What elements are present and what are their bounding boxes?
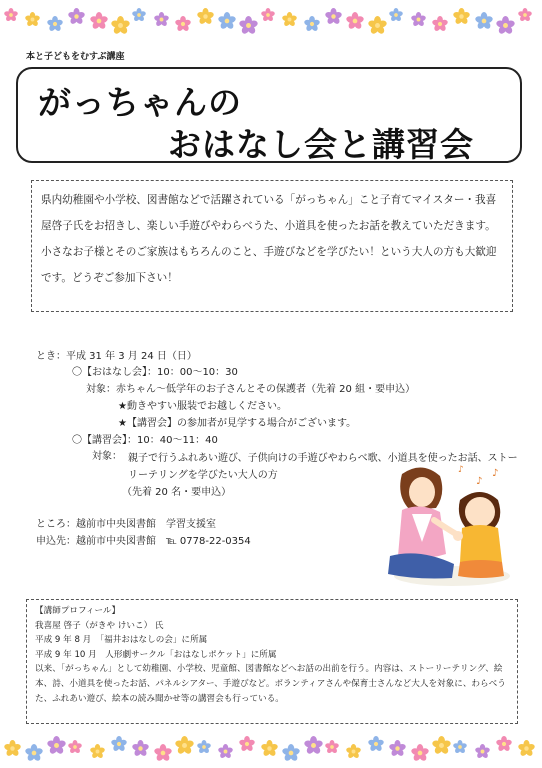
flower-icon <box>432 16 448 32</box>
session2-capacity: （先着 20 名・要申込） <box>122 487 232 498</box>
session2-heading: 〇【講習会】：10：40～11：40 <box>72 435 218 446</box>
flower-icon <box>325 8 342 25</box>
profile-body: 以来、「がっちゃん」として幼稚園、小学校、児童館、図書館などへお話の出前を行う。内容は、ストーリーテリング、絵本、詩、小道具を使ったお話、パネルシアター、手遊びなど。ボランティアさんや保育士さんなど大人を対象に、わらべうた、ふれあい遊び、絵本の読み聞かせ等の講習会も行っている。 <box>35 664 506 704</box>
title-line-1: がっちゃんの <box>38 83 242 122</box>
flower-icon <box>475 744 490 759</box>
flower-icon <box>496 736 512 752</box>
flower-icon <box>47 736 66 755</box>
intro-box <box>31 180 513 312</box>
flower-icon <box>132 740 149 757</box>
flower-icon <box>132 8 146 22</box>
svg-text:♪: ♪ <box>492 468 499 479</box>
flower-icon <box>518 740 535 757</box>
profile-box <box>26 599 518 724</box>
flower-icon <box>197 740 211 754</box>
flower-icon <box>218 744 233 759</box>
flower-icon <box>261 8 275 22</box>
flower-icon <box>197 8 214 25</box>
flower-icon <box>4 8 18 22</box>
session1-note-1: ★動きやすい服装でお越しください。 <box>118 401 287 412</box>
flower-icon <box>325 740 339 754</box>
profile-line-2: 平成 9 年 10 月 人形劇サークル「おはなしポケット」に所属 <box>35 649 277 660</box>
flower-icon <box>175 16 191 32</box>
flower-icon <box>25 744 43 762</box>
flower-icon <box>111 16 130 35</box>
flower-icon <box>47 16 63 32</box>
flower-icon <box>282 744 300 762</box>
flower-icon <box>346 12 364 30</box>
flower-icon <box>239 736 255 752</box>
flower-border-top <box>0 8 542 36</box>
profile-name: 我喜屋 啓子（がきや けいこ） 氏 <box>35 620 164 631</box>
flower-icon <box>389 740 406 757</box>
flower-icon <box>90 744 105 759</box>
flower-icon <box>154 744 172 762</box>
flower-icon <box>518 8 532 22</box>
intro-text: 県内幼稚園や小学校、図書館などで活躍されている「がっちゃん」こと子育てマイスター・我喜屋啓子氏をお招きし、楽しい手遊びやわらべうた、小道具を使ったお話を教えていただきます。小さなお子様とそのご家族はもちろんのこと、手遊びなどを学びたい！という大人の方も大歓迎です。どうぞご参加下さい！ <box>41 194 497 284</box>
flower-border-bottom <box>0 736 542 764</box>
session1-target: 対象：赤ちゃん～低学年のお子さんとその保護者（先着 20 組・要申込） <box>86 384 416 395</box>
flower-icon <box>475 12 493 30</box>
flower-icon <box>368 16 387 35</box>
flower-icon <box>4 740 21 757</box>
title-box <box>16 67 522 163</box>
svg-text:♪: ♪ <box>458 465 464 475</box>
session2-target: 親子で行うふれあい遊び、子供向けの手遊びやわらべ歌、小道具を使ったお話、ストーリーテリングを学びたい大人の方 <box>128 453 518 481</box>
flower-icon <box>304 736 323 755</box>
mother-child-illustration <box>380 462 510 590</box>
flower-icon <box>432 736 451 755</box>
flower-icon <box>239 16 258 35</box>
svg-text:♪: ♪ <box>476 476 483 487</box>
flower-icon <box>346 744 361 759</box>
flower-icon <box>282 12 297 27</box>
flower-icon <box>68 8 85 25</box>
flower-icon <box>453 8 470 25</box>
flower-icon <box>411 744 429 762</box>
flower-icon <box>368 736 384 752</box>
flower-icon <box>304 16 320 32</box>
session2-target-label: 対象： <box>92 451 122 462</box>
profile-line-1: 平成 9 年 8 月 「福井おはなしの会」に所属 <box>35 635 208 646</box>
session1-heading: 〇【おはなし会】：10：00～10：30 <box>72 367 238 378</box>
event-date: とき：平成 31 年 3 月 24 日（日） <box>36 351 197 362</box>
flower-icon <box>389 8 403 22</box>
flower-icon <box>175 736 194 755</box>
profile-heading: 【講師プロフィール】 <box>35 606 121 616</box>
flower-icon <box>25 12 40 27</box>
flower-icon <box>68 740 82 754</box>
event-contact: 申込先：越前市中央図書館 ℡ 0778-22-0354 <box>36 536 251 547</box>
flower-icon <box>90 12 108 30</box>
title-line-2: おはなし会と講習会 <box>168 125 474 164</box>
event-location: ところ：越前市中央図書館 学習支援室 <box>36 519 216 530</box>
series-label: 本と子どもをむすぶ講座 <box>26 52 125 62</box>
flower-icon <box>411 12 426 27</box>
flower-icon <box>496 16 515 35</box>
flower-icon <box>218 12 236 30</box>
flower-icon <box>453 740 467 754</box>
flower-icon <box>261 740 278 757</box>
flower-icon <box>111 736 127 752</box>
flower-icon <box>154 12 169 27</box>
session1-note-2: ★【講習会】の参加者が見学する場合がございます。 <box>118 418 357 429</box>
